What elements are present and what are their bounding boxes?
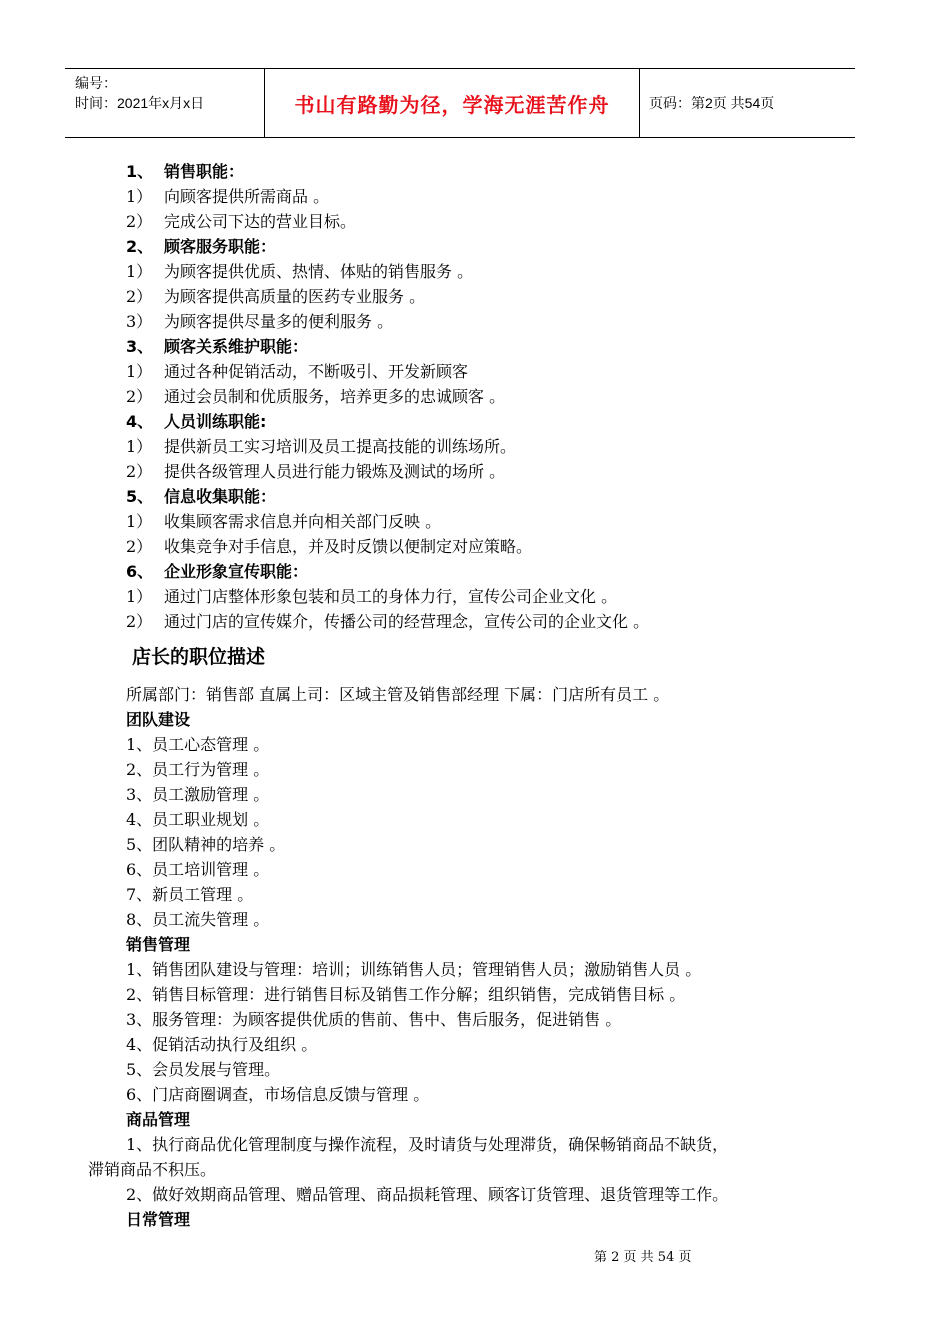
list-item: 7、新员工管理 。 [126,885,254,904]
list-item: 2） 完成公司下达的营业目标。 [126,212,357,231]
affiliation-line: 所属部门：销售部 直属上司：区域主管及销售部经理 下属：门店所有员工 。 [126,685,670,704]
list-item: 5、会员发展与管理。 [126,1060,281,1079]
function-heading: 6、 企业形象宣传职能： [126,562,309,581]
header-page-label: 页码：第2页 共54页 [649,95,775,111]
list-item: 1） 通过各种促销活动，不断吸引、开发新顾客 [126,362,469,381]
list-item: 2） 通过门店的宣传媒介，传播公司的经营理念，宣传公司的企业文化 。 [126,612,650,631]
paragraph-line: 2、做好效期商品管理、赠品管理、商品损耗管理、顾客订货管理、退货管理等工作。 [126,1185,729,1204]
list-item: 8、员工流失管理 。 [126,910,270,929]
list-item: 1） 提供新员工实习培训及员工提高技能的训练场所。 [126,437,517,456]
list-item: 1） 通过门店整体形象包装和员工的身体力行，宣传公司企业文化 。 [126,587,618,606]
subsection-title: 商品管理 [126,1110,191,1129]
list-item: 1、员工心态管理 。 [126,735,270,754]
function-heading: 5、 信息收集职能： [126,487,277,506]
paragraph-line: 滞销商品不积压。 [88,1160,217,1179]
list-item: 6、员工培训管理 。 [126,860,270,879]
list-item: 2） 为顾客提供高质量的医药专业服务 。 [126,287,426,306]
list-item: 2、销售目标管理：进行销售目标及销售工作分解；组织销售，完成销售目标 。 [126,985,686,1004]
time-label: 时间：2021年x月x日 [75,95,205,111]
section-title: 店长的职位描述 [132,646,266,668]
page-footer: 第 2 页 共 54 页 [594,1250,692,1265]
subsection-title: 销售管理 [126,935,191,954]
list-item: 1、销售团队建设与管理：培训；训练销售人员；管理销售人员；激励销售人员 。 [126,960,702,979]
header-meta [65,69,265,137]
function-heading: 1、 销售职能： [126,162,245,181]
list-item: 5、团队精神的培养 。 [126,835,286,854]
list-item: 3） 为顾客提供尽量多的便利服务 。 [126,312,394,331]
list-item: 1） 收集顾客需求信息并向相关部门反映 。 [126,512,442,531]
list-item: 1） 向顾客提供所需商品 。 [126,187,330,206]
function-heading: 2、 顾客服务职能： [126,237,277,256]
list-item: 3、服务管理：为顾客提供优质的售前、售中、售后服务，促进销售 。 [126,1010,622,1029]
list-item: 2、员工行为管理 。 [126,760,270,779]
page-header [65,68,855,138]
paragraph-line: 1、执行商品优化管理制度与操作流程，及时请货与处理滞货，确保畅销商品不缺货， [126,1135,729,1154]
list-item: 1） 为顾客提供优质、热情、体贴的销售服务 。 [126,262,474,281]
subsection-title: 日常管理 [126,1210,191,1229]
list-item: 2） 提供各级管理人员进行能力锻炼及测试的场所 。 [126,462,506,481]
list-item: 2） 通过会员制和优质服务，培养更多的忠诚顾客 。 [126,387,506,406]
function-heading: 4、 人员训练职能: [126,412,267,431]
list-item: 6、门店商圈调查，市场信息反馈与管理 。 [126,1085,430,1104]
function-heading: 3、 顾客关系维护职能： [126,337,309,356]
list-item: 3、员工激励管理 。 [126,785,270,804]
list-item: 4、促销活动执行及组织 。 [126,1035,318,1054]
list-item: 2） 收集竞争对手信息，并及时反馈以便制定对应策略。 [126,537,533,556]
serial-label: 编号： [75,75,117,91]
subsection-title: 团队建设 [126,710,191,729]
list-item: 4、员工职业规划 。 [126,810,270,829]
header-motto: 书山有路勤为径，学海无涯苦作舟 [265,69,640,137]
